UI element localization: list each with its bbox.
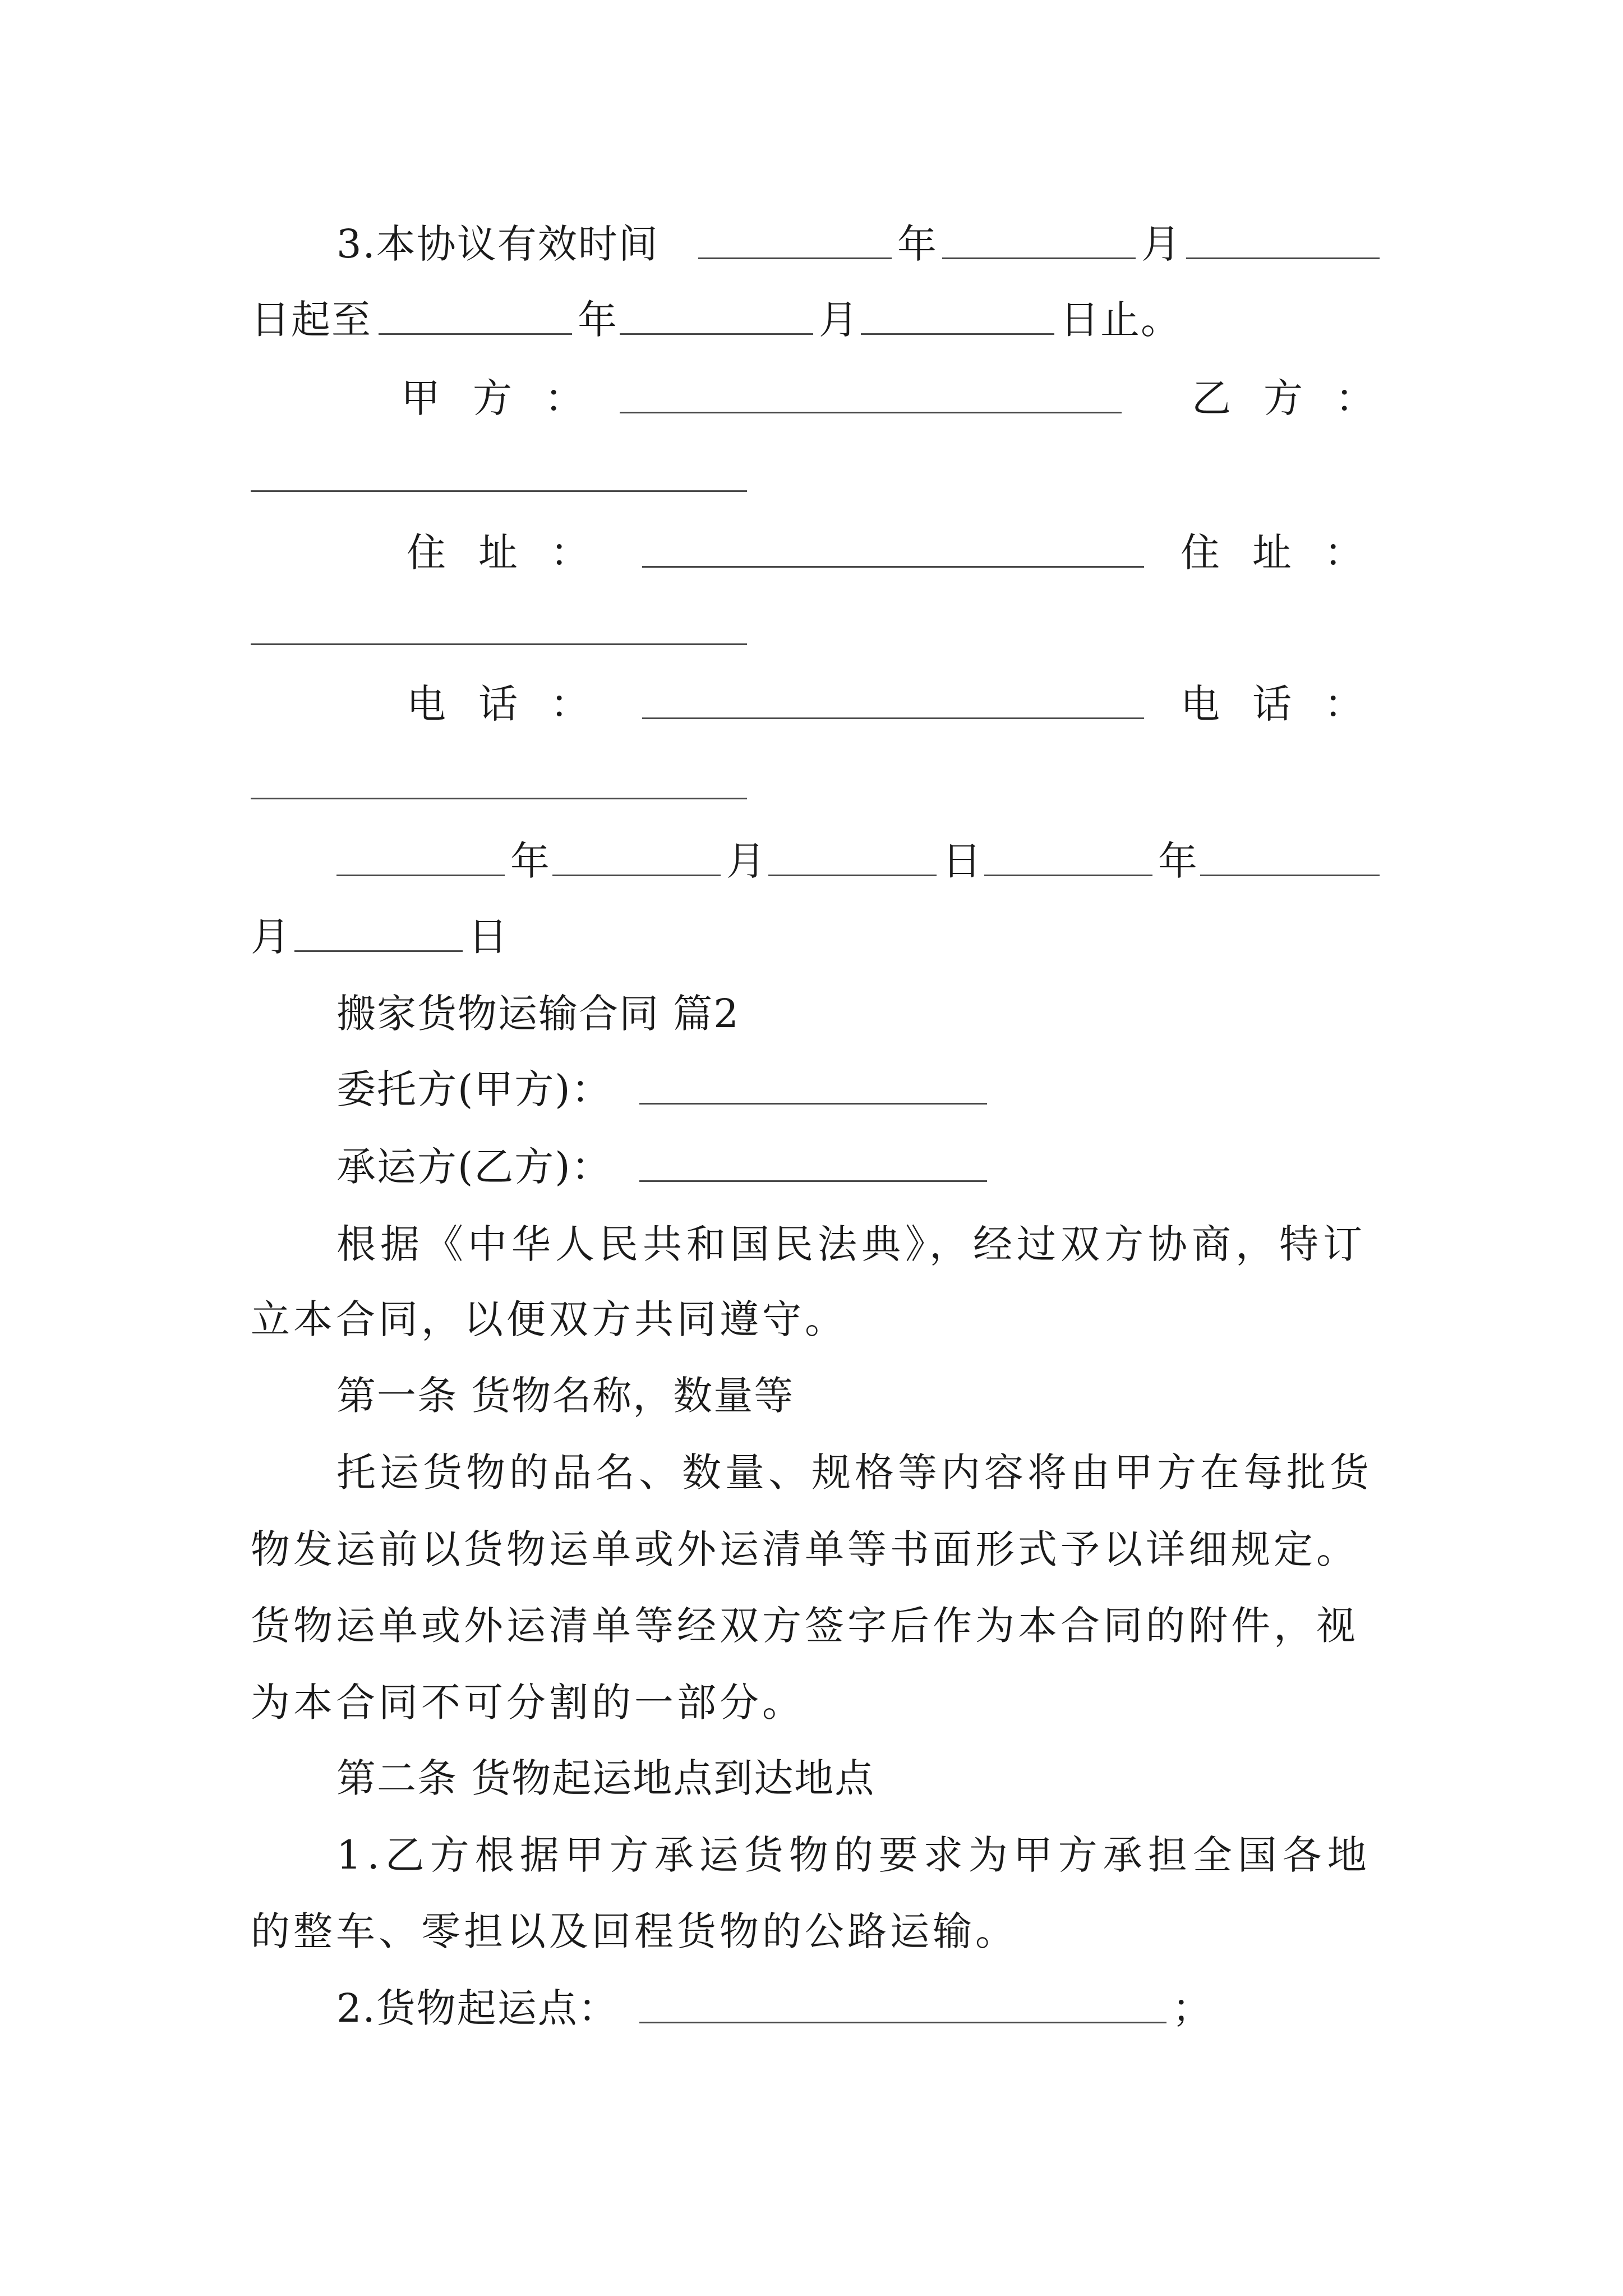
year-label: 年 xyxy=(897,221,938,267)
term-end-year-blank[interactable] xyxy=(379,333,572,335)
party-a-blank[interactable] xyxy=(620,412,1122,413)
year-label: 年 xyxy=(578,297,618,343)
article-2-item-2-line xyxy=(0,1975,1623,2042)
term-clause-prefix: 3.本协议有效时间 xyxy=(336,221,659,267)
article-1-line-1 xyxy=(0,1439,1623,1506)
preamble-text-2: 立本合同，以便双方共同遵守。 xyxy=(251,1296,847,1342)
term-start-day-blank[interactable] xyxy=(1186,257,1380,259)
party-a-address-label: 住址： xyxy=(407,530,622,576)
term-end-day-blank[interactable] xyxy=(861,333,1054,335)
term-clause-suffix: 日止。 xyxy=(1060,297,1181,343)
party-a-date-day-blank[interactable] xyxy=(768,875,937,876)
preamble-line-2 xyxy=(0,1286,1623,1353)
month-label: 月 xyxy=(251,914,291,960)
article-2-item-1-text-1: 1.乙方根据甲方承运货物的要求为甲方承担全国各地 xyxy=(336,1832,1372,1878)
signing-date-line-2 xyxy=(0,903,1623,970)
preamble-text-1: 根据《中华人民共和国民法典》，经过双方协商，特订 xyxy=(336,1221,1367,1267)
party-b-date-day-blank[interactable] xyxy=(294,950,463,952)
client-label: 委托方(甲方)： xyxy=(336,1066,612,1112)
contract-heading-line xyxy=(0,980,1623,1047)
party-b-address-label: 住址： xyxy=(1181,530,1396,576)
month-label: 月 xyxy=(726,838,767,884)
party-b-date-year-blank[interactable] xyxy=(984,875,1152,876)
preamble-line-1 xyxy=(0,1211,1623,1278)
party-b-phone-blank[interactable] xyxy=(251,798,747,799)
article-1-heading-line xyxy=(0,1362,1623,1429)
year-label: 年 xyxy=(1158,838,1198,884)
party-b-label: 乙方： xyxy=(1192,375,1407,421)
party-a-phone-blank[interactable] xyxy=(642,717,1144,719)
article-1-heading: 第一条 货物名称，数量等 xyxy=(336,1373,795,1419)
day-label: 日 xyxy=(468,914,509,960)
client-blank[interactable] xyxy=(639,1103,987,1105)
article-2-item-1-line-2 xyxy=(0,1898,1623,1965)
party-a-address-blank[interactable] xyxy=(642,566,1144,568)
term-start-year-blank[interactable] xyxy=(698,257,892,259)
signing-date-line xyxy=(0,827,1623,895)
term-clause-line-1 xyxy=(0,210,1623,278)
party-a-date-month-blank[interactable] xyxy=(552,875,721,876)
month-label: 月 xyxy=(1141,221,1182,267)
origin-line-end: ； xyxy=(1172,1985,1212,2031)
article-2-item-1-line-1 xyxy=(0,1821,1623,1889)
article-2-heading-line xyxy=(0,1745,1623,1812)
article-2-heading: 第二条 货物起运地点到达地点 xyxy=(336,1755,875,1801)
article-1-line-2 xyxy=(0,1516,1623,1583)
party-b-address-blank[interactable] xyxy=(251,643,747,645)
contract-heading: 搬家货物运输合同 篇2 xyxy=(336,991,740,1037)
term-clause-line-2 xyxy=(0,286,1623,353)
article-1-text-4: 为本合同不可分割的一部分。 xyxy=(251,1680,805,1726)
party-line xyxy=(0,365,1623,432)
article-1-line-3 xyxy=(0,1592,1623,1659)
party-b-blank[interactable] xyxy=(251,490,747,492)
origin-label: 2.货物起运点： xyxy=(336,1985,619,2031)
party-a-phone-label: 电话： xyxy=(407,681,622,727)
carrier-blank[interactable] xyxy=(639,1180,987,1182)
year-label: 年 xyxy=(510,838,551,884)
term-start-month-blank[interactable] xyxy=(942,257,1136,259)
article-1-line-4 xyxy=(0,1669,1623,1736)
phone-line xyxy=(0,670,1623,738)
client-line xyxy=(0,1056,1623,1123)
party-a-label: 甲方： xyxy=(401,375,616,421)
article-1-text-2: 物发运前以货物运单或外运清单等书面形式予以详细规定。 xyxy=(251,1526,1359,1572)
day-start-label: 日起至 xyxy=(251,297,372,343)
term-end-month-blank[interactable] xyxy=(620,333,813,335)
address-line xyxy=(0,519,1623,586)
carrier-label: 承运方(乙方)： xyxy=(336,1144,612,1190)
party-a-date-year-blank[interactable] xyxy=(336,875,505,876)
article-2-item-1-text-2: 的整车、零担以及回程货物的公路运输。 xyxy=(251,1908,1018,1954)
month-label: 月 xyxy=(819,297,859,343)
article-1-text-3: 货物运单或外运清单等经双方签字后作为本合同的附件，视 xyxy=(251,1603,1359,1649)
article-1-text-1: 托运货物的品名、数量、规格等内容将由甲方在每批货 xyxy=(336,1450,1373,1496)
carrier-line xyxy=(0,1133,1623,1200)
party-b-date-month-blank-start[interactable] xyxy=(1200,875,1380,876)
day-label: 日 xyxy=(942,838,983,884)
origin-blank[interactable] xyxy=(639,2022,1166,2023)
party-b-phone-label: 电话： xyxy=(1181,681,1396,727)
